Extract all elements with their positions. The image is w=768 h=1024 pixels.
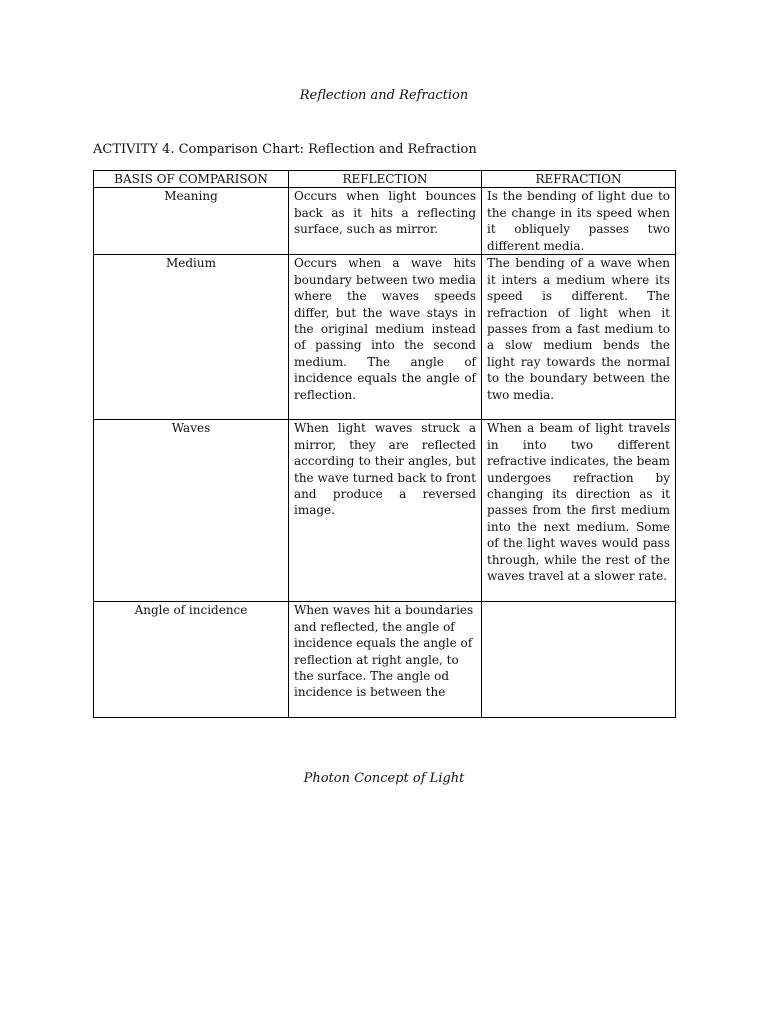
table-header-row [94,171,676,188]
header-basis: BASIS OF COMPARISON [94,171,289,188]
basis-cell: Angle of incidence [94,602,289,718]
basis-cell: Meaning [94,188,289,255]
refraction-cell: Is the bending of light due to the change in its speed when it obliquely passes two different media. [482,188,676,255]
activity-heading: ACTIVITY 4. Comparison Chart: Reflection and Refraction [93,142,477,157]
table-row [94,255,676,420]
refraction-cell: When a beam of light travels in into two different refractive indicates, the beam undergoes refraction by changing its direction as it passes from the first medium into the next medium. Some of the light waves would pass through, while the rest of the waves travel at a slower rate. [482,420,676,602]
refraction-cell [482,602,676,718]
table-row [94,420,676,602]
reflection-cell: Occurs when a wave hits boundary between two media where the waves speeds differ, but the wave stays in the original medium instead of passing into the second medium. The angle of incidence equals the angle of reflection. [289,255,482,420]
section-title: Photon Concept of Light [303,771,465,786]
header-refraction: REFRACTION [482,171,676,188]
header-reflection: REFLECTION [289,171,482,188]
table-row [94,188,676,255]
basis-cell: Medium [94,255,289,420]
page-title: Reflection and Refraction [299,88,469,103]
reflection-cell: When light waves struck a mirror, they are reflected according to their angles, but the wave turned back to front and produce a reversed image. [289,420,482,602]
comparison-chart [93,170,676,718]
table-row [94,602,676,718]
refraction-cell: The bending of a wave when it inters a medium where its speed is different. The refraction of light when it passes from a fast medium to a slow medium bends the light ray towards the normal to the boundary between the two media. [482,255,676,420]
reflection-cell: Occurs when light bounces back as it hits a reflecting surface, such as mirror. [289,188,482,255]
basis-cell: Waves [94,420,289,602]
reflection-cell: When waves hit a boundaries and reflected, the angle of incidence equals the angle of reflection at right angle, to the surface. The angle od incidence is between the [289,602,482,718]
